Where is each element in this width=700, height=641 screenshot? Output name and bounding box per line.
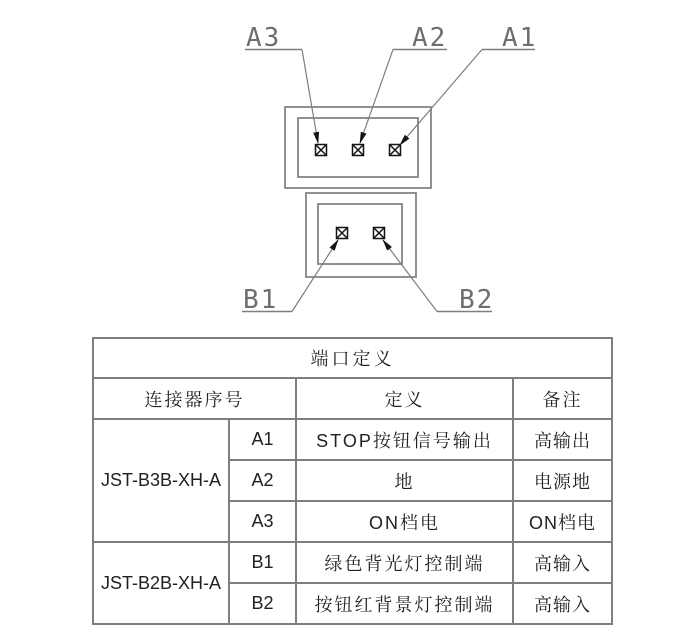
remark-cell-b2: 高输入 <box>513 583 612 624</box>
pin-label-a2: A2 <box>412 23 448 53</box>
leader-a1 <box>400 50 482 146</box>
pin-cell-a2: A2 <box>229 460 296 501</box>
header-remark: 备注 <box>513 378 612 419</box>
leader-a3 <box>302 50 318 144</box>
table-title-row <box>93 338 612 378</box>
pin-a3-icon <box>316 145 327 156</box>
pin-cell-a3: A3 <box>229 501 296 542</box>
definition-cell-a1: STOP按钮信号输出 <box>296 419 513 460</box>
definition-cell-a2: 地 <box>296 460 513 501</box>
pin-label-b2: B2 <box>459 285 495 315</box>
header-definition: 定义 <box>296 378 513 419</box>
pin-cell-a1: A1 <box>229 419 296 460</box>
pin-b1-icon <box>337 228 348 239</box>
definition-cell-a3: ON档电 <box>296 501 513 542</box>
pin-cell-b1: B1 <box>229 542 296 583</box>
table-row-b1 <box>93 542 612 583</box>
pin-label-a3: A3 <box>246 23 282 53</box>
header-connector: 连接器序号 <box>93 378 296 419</box>
pin-label-a1: A1 <box>502 23 538 53</box>
connector-name-b: JST-B2B-XH-A <box>93 542 229 624</box>
port-definition-table <box>92 337 613 625</box>
definition-cell-b2: 按钮红背景灯控制端 <box>296 583 513 624</box>
table-row-a1 <box>93 419 612 460</box>
pin-b2-icon <box>374 228 385 239</box>
remark-cell-a3: ON档电 <box>513 501 612 542</box>
table-header-row <box>93 378 612 419</box>
leader-b2 <box>383 240 437 312</box>
remark-cell-a2: 电源地 <box>513 460 612 501</box>
remark-cell-b1: 高输入 <box>513 542 612 583</box>
connector-a-outer-outline <box>285 107 431 188</box>
pin-label-b1: B1 <box>243 285 279 315</box>
definition-cell-b1: 绿色背光灯控制端 <box>296 542 513 583</box>
pin-a2-icon <box>353 145 364 156</box>
pin-a1-icon <box>390 145 401 156</box>
leader-b1 <box>292 240 338 312</box>
remark-cell-a1: 高输出 <box>513 419 612 460</box>
leader-a2 <box>360 50 393 144</box>
pin-cell-b2: B2 <box>229 583 296 624</box>
connector-name-a: JST-B3B-XH-A <box>93 419 229 542</box>
connector-b-inner-outline <box>318 204 402 264</box>
table-title: 端口定义 <box>93 338 612 378</box>
